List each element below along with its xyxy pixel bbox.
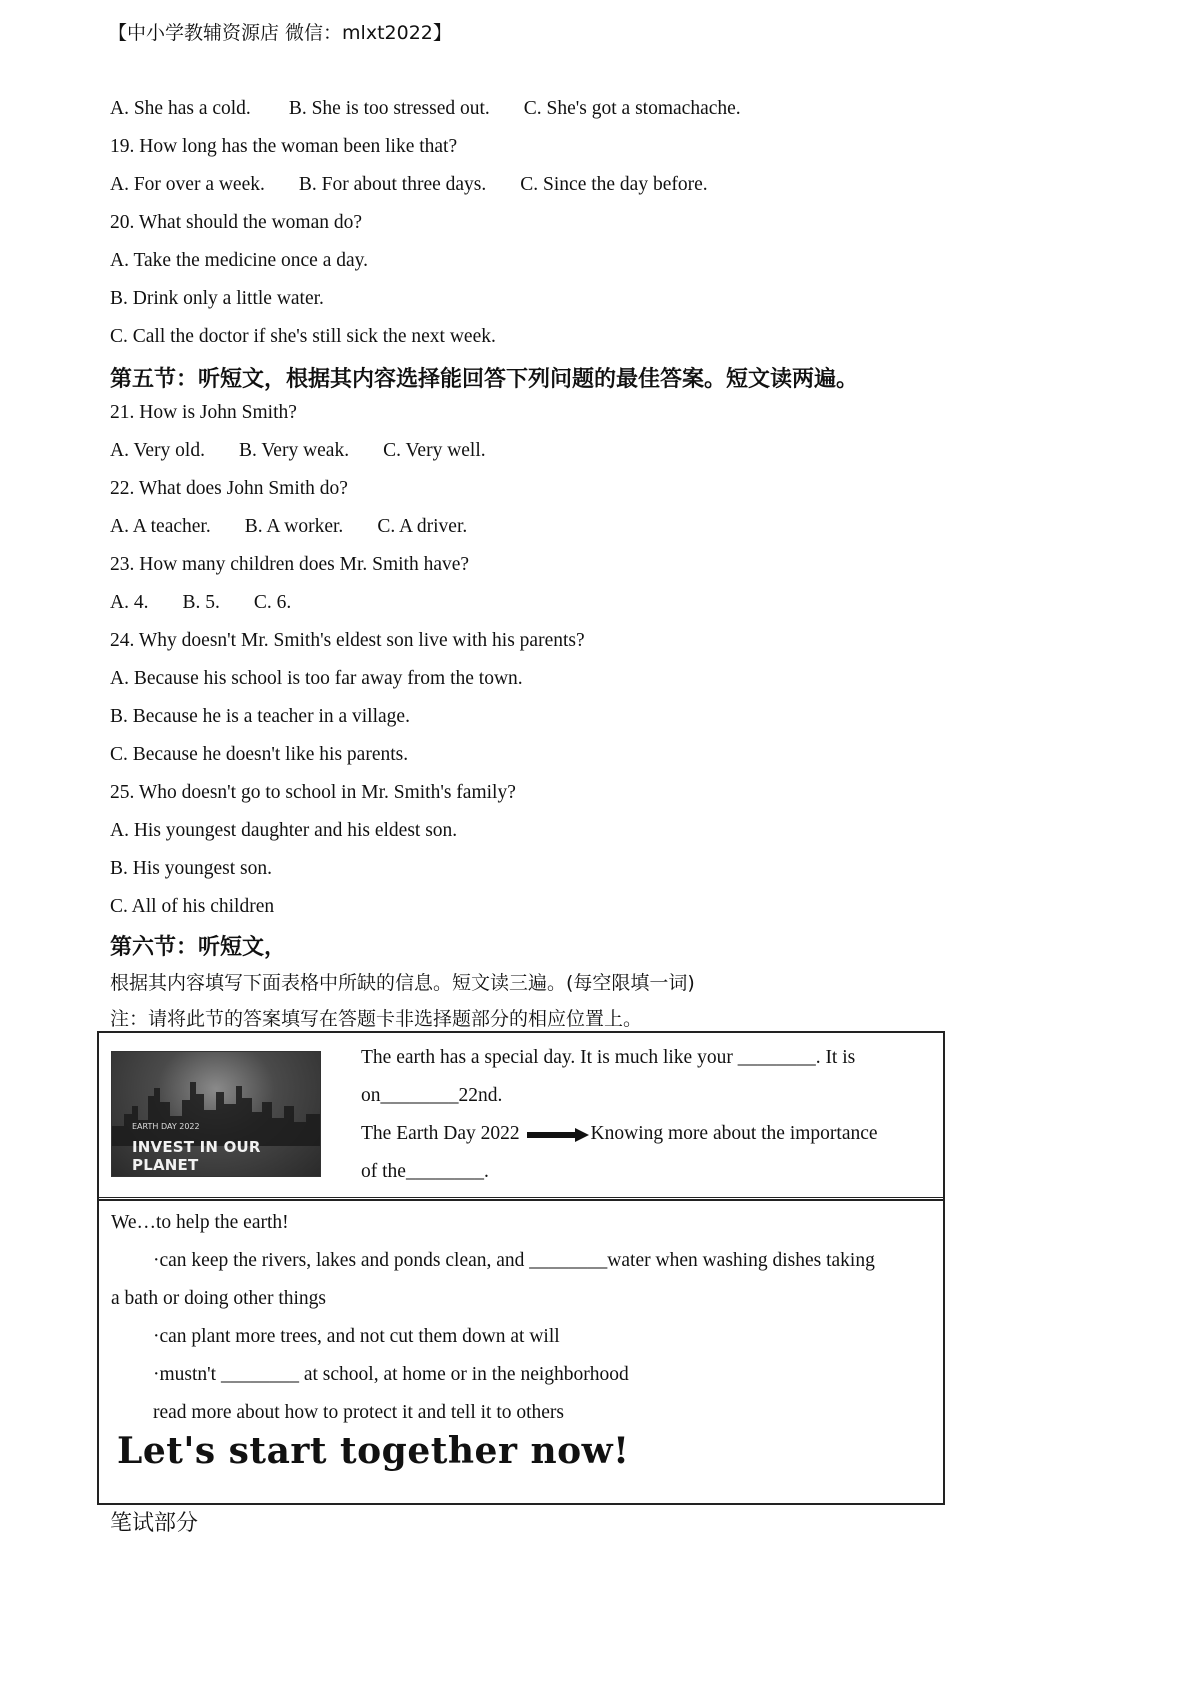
- right-arrow-icon: [527, 1128, 589, 1142]
- box2-item1: ·can keep the rivers, lakes and ponds clean, and ________water when washing dishes taking: [153, 1250, 875, 1271]
- box2-intro: We…to help the earth!: [111, 1212, 289, 1233]
- q25-option-b: B. His youngest son.: [110, 858, 272, 879]
- section5-title: 第五节：听短文，根据其内容选择能回答下列问题的最佳答案。短文读两遍。: [110, 367, 859, 392]
- q21-option-b: B. Very weak.: [238, 440, 350, 461]
- q24-option-b: B. Because he is a teacher in a village.: [110, 706, 410, 727]
- q19-question: 19. How long has the woman been like that?: [110, 136, 458, 157]
- written-section-heading: 笔试部分: [110, 1511, 199, 1536]
- q24-option-a: A. Because his school is too far away from the town.: [110, 668, 523, 689]
- q25-question: 25. Who doesn't go to school in Mr. Smith's family?: [110, 782, 516, 803]
- q23-question: 23. How many children does Mr. Smith have?: [110, 554, 470, 575]
- q21-question: 21. How is John Smith?: [110, 402, 297, 423]
- section6-instruction: 根据其内容填写下面表格中所缺的信息。短文读三遍。(每空限填一词): [110, 972, 695, 994]
- box1-line3-left: The Earth Day 2022: [361, 1123, 520, 1144]
- box2-item4: read more about how to protect it and tell it to others: [153, 1402, 565, 1423]
- q21-option-a: A. Very old.: [110, 440, 205, 461]
- q25-option-c: C. All of his children: [110, 896, 275, 917]
- q22-option-a: A. A teacher.: [110, 516, 211, 537]
- q22-option-b: B. A worker.: [244, 516, 344, 537]
- earth-day-poster-image: [111, 1051, 321, 1177]
- section6-note: 注：请将此节的答案填写在答题卡非选择题部分的相应位置上。: [110, 1008, 643, 1030]
- q20-option-c: C. Call the doctor if she's still sick the next week.: [110, 326, 496, 347]
- poster-small-caption: EARTH DAY 2022: [132, 1122, 200, 1131]
- q23-option-c: C. 6.: [253, 592, 292, 613]
- q19-option-a: A. For over a week.: [110, 174, 265, 195]
- box1-line1: The earth has a special day. It is much like your ________. It is: [361, 1047, 856, 1068]
- q20-option-a: A. Take the medicine once a day.: [110, 250, 368, 271]
- q23-option-b: B. 5.: [182, 592, 220, 613]
- poster-title: INVEST IN OUR PLANET: [132, 1138, 261, 1174]
- q21-option-c: C. Very well.: [383, 440, 486, 461]
- earth-day-info-box: [97, 1031, 945, 1201]
- q19-options: [110, 174, 708, 196]
- help-the-earth-box: [97, 1197, 945, 1505]
- q18-options: [110, 98, 741, 120]
- box1-line3: [361, 1123, 878, 1145]
- q20-option-b: B. Drink only a little water.: [110, 288, 324, 309]
- q18-option-a: A. She has a cold.: [110, 98, 251, 119]
- q18-option-b: B. She is too stressed out.: [288, 98, 490, 119]
- slogan-text: Let's start together now!: [117, 1430, 630, 1472]
- q19-option-c: C. Since the day before.: [520, 174, 708, 195]
- q19-option-b: B. For about three days.: [298, 174, 487, 195]
- q23-options: [110, 592, 291, 614]
- box1-line3-right: Knowing more about the importance: [590, 1123, 878, 1144]
- q21-options: [110, 440, 486, 462]
- q22-question: 22. What does John Smith do?: [110, 478, 348, 499]
- q24-option-c: C. Because he doesn't like his parents.: [110, 744, 409, 765]
- city-skyline-graphic: [112, 1076, 320, 1146]
- box1-line4: of the________.: [361, 1161, 489, 1182]
- box1-line2: on________22nd.: [361, 1085, 503, 1106]
- q25-option-a: A. His youngest daughter and his eldest son.: [110, 820, 458, 841]
- box2-item1-continued: a bath or doing other things: [111, 1288, 327, 1309]
- q18-option-c: C. She's got a stomachache.: [523, 98, 741, 119]
- q24-question: 24. Why doesn't Mr. Smith's eldest son live with his parents?: [110, 630, 585, 651]
- box2-item3: ·mustn't ________ at school, at home or in the neighborhood: [153, 1364, 629, 1385]
- q20-question: 20. What should the woman do?: [110, 212, 363, 233]
- q22-options: [110, 516, 467, 538]
- section6-title: 第六节：听短文，: [110, 935, 287, 960]
- q22-option-c: C. A driver.: [377, 516, 468, 537]
- header-watermark: 【中小学教辅资源店 微信：mlxt2022】: [108, 22, 452, 44]
- q23-option-a: A. 4.: [110, 592, 149, 613]
- box2-item2: ·can plant more trees, and not cut them down at will: [153, 1326, 560, 1347]
